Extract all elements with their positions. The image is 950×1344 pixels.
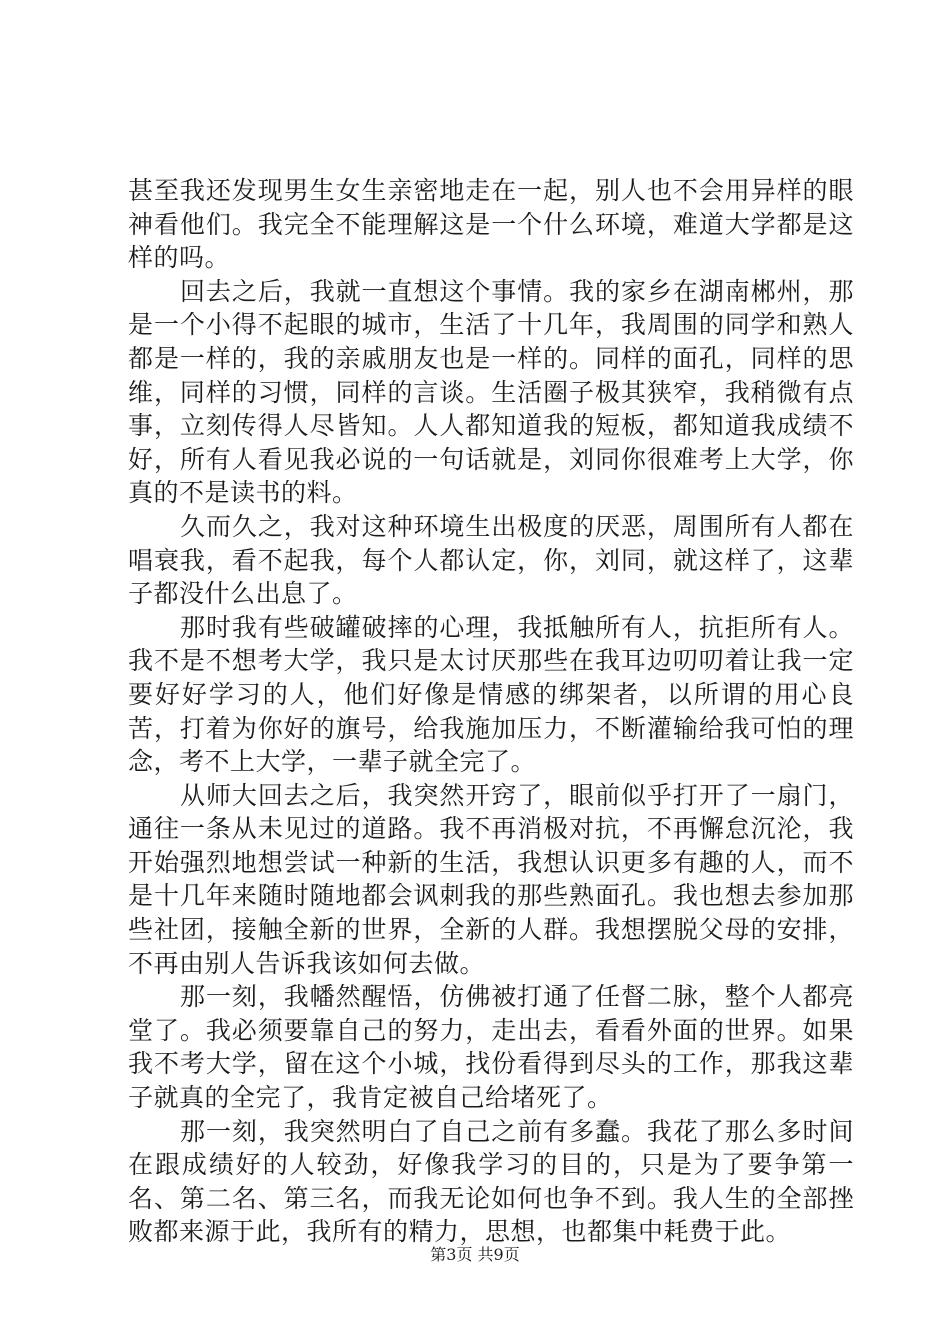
paragraph: 甚至我还发现男生女生亲密地走在一起，别人也不会用异样的眼神看他们。我完全不能理解这是一个什么环境，难道大学都是这样的吗。 [128,176,854,273]
paragraph: 回去之后，我就一直想这个事情。我的家乡在湖南郴州，那是一个小得不起眼的城市，生活了十几年，我周围的同学和熟人都是一样的，我的亲戚朋友也是一样的。同样的面孔，同样的思维，同样的习惯，同样的言谈。生活圈子极其狭窄，我稍微有点事，立刻传得人尽皆知。人人都知道我的短板，都知道我成绩不好，所有人看见我必说的一句话就是，刘同你很难考上大学，你真的不是读书的料。 [128,276,854,508]
paragraph: 从师大回去之后，我突然开窍了，眼前似乎打开了一扇门，通往一条从未见过的道路。我不再消极对抗，不再懈怠沉沦，我开始强烈地想尝试一种新的生活，我想认识更多有趣的人，而不是十几年来随时随地都会讽刺我的那些熟面孔。我也想去参加那些社团，接触全新的世界，全新的人群。我想摆脱父母的安排，不再由别人告诉我该如何去做。 [128,780,854,978]
paragraph: 那一刻，我突然明白了自己之前有多蠢。我花了那么多时间在跟成绩好的人较劲，好像我学习的目的，只是为了要争第一名、第二名、第三名，而我无论如何也争不到。我人生的全部挫败都来源于此，我所有的精力，思想，也都集中耗费于此。 [128,1116,854,1247]
paragraph: 久而久之，我对这种环境生出极度的厌恶，周围所有人都在唱衰我，看不起我，每个人都认定，你，刘同，就这样了，这辈子都没什么出息了。 [128,511,854,609]
paragraph: 那时我有些破罐破摔的心理，我抵触所有人，抗拒所有人。我不是不想考大学，我只是太讨厌那些在我耳边叨叨着让我一定要好好学习的人，他们好像是情感的绑架者，以所谓的用心良苦，打着为你好的旗号，给我施加压力，不断灌输给我可怕的理念，考不上大学，一辈子就全完了。 [128,612,854,777]
paragraph: 那一刻，我幡然醒悟，仿佛被打通了任督二脉，整个人都亮堂了。我必须要靠自己的努力，走出去，看看外面的世界。如果我不考大学，留在这个小城，找份看得到尽头的工作，那我这辈子就真的全完了，我肯定被自己给堵死了。 [128,982,854,1113]
page-number-footer: 第3页 共9页 [430,1245,520,1264]
document-body [128,174,854,1249]
